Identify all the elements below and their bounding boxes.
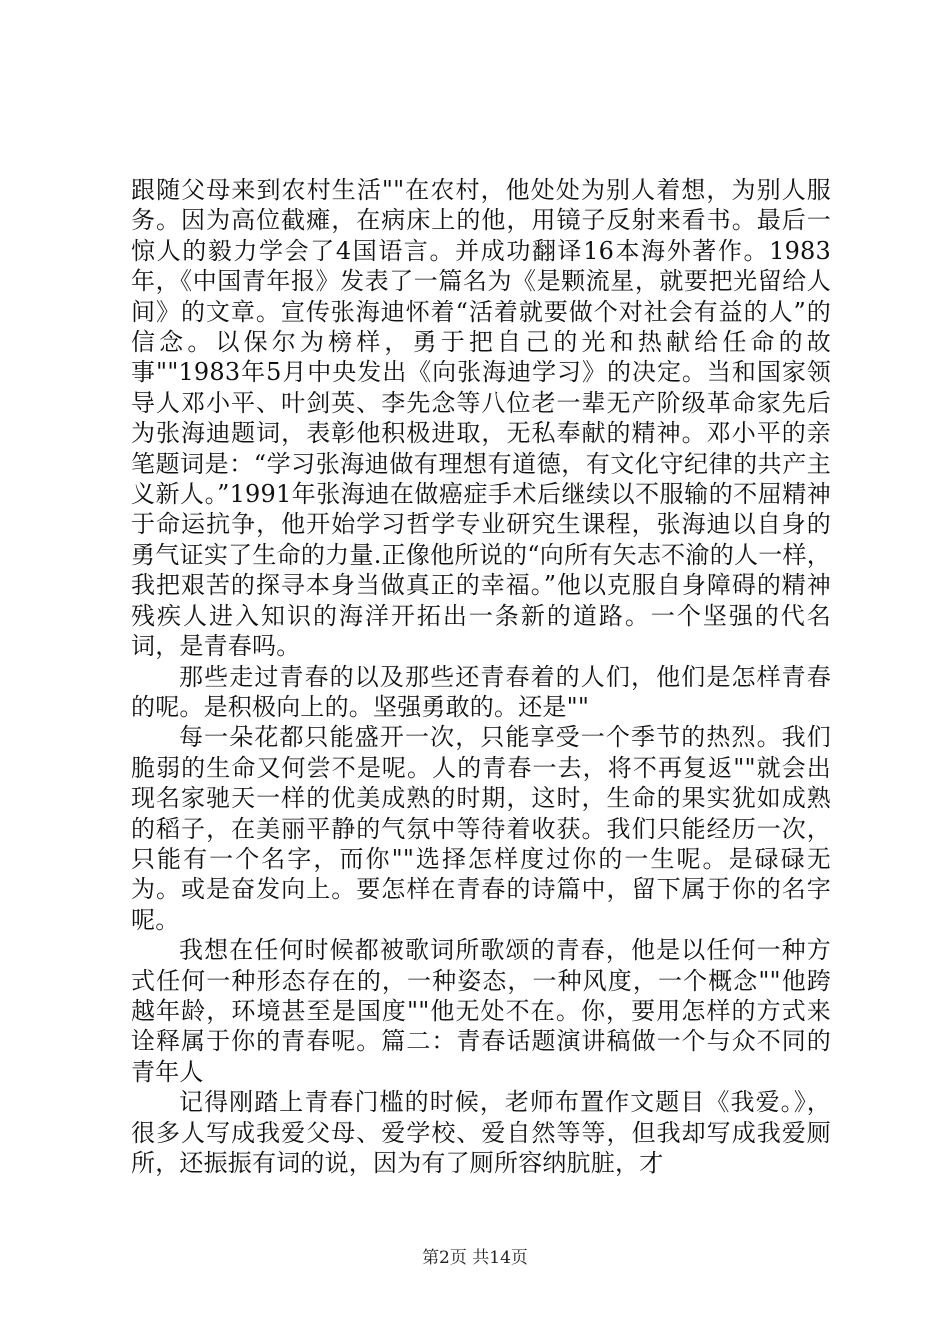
paragraph-1: 跟随父母来到农村生活""在农村，他处处为别人着想，为别人服务。因为高位截瘫，在病床上的他，用镜子反射来看书。最后一惊人的毅力学会了4国语言。并成功翻译16本海外著作。1983年，《中国青年报》发表了一篇名为《是颗流星，就要把光留给人间》的文章。宣传张海迪怀着“活着就要做个对社会有益的人”的信念。以保尔为榜样，勇于把自己的光和热献给任命的故事""1983年5月中央发出《向张海迪学习》的决定。当和国家领导人邓小平、叶剑英、李先念等八位老一辈无产阶级革命家先后为张海迪题词，表彰他积极进取，无私奉献的精神。邓小平的亲笔题词是：“学习张海迪做有理想有道德，有文化守纪律的共产主义新人。”1991年张海迪在做癌症手术后继续以不服输的不屈精神于命运抗争，他开始学习哲学专业研究生课程，张海迪以自身的勇气证实了生命的力量.正像他所说的“向所有矢志不渝的人一样，我把艰苦的探寻本身当做真正的幸福。”他以克服自身障碍的精神残疾人进入知识的海洋开拓出一条新的道路。一个坚强的代名词，是青春吗。 — [131, 176, 831, 661]
paragraph-2: 那些走过青春的以及那些还青春着的人们，他们是怎样青春的呢。是积极向上的。坚强勇敢的。还是"" — [131, 662, 831, 721]
paragraph-4: 我想在任何时候都被歌词所歌颂的青春，他是以任何一种方式任何一种形态存在的，一种姿态，一种风度，一个概念""他跨越年龄，环境甚至是国度""他无处不在。你，要用怎样的方式来诠释属于你的青春呢。篇二：青春话题演讲稿做一个与众不同的青年人 — [131, 936, 831, 1086]
paragraph-5: 记得刚踏上青春门槛的时候，老师布置作文题目《我爱。》，很多人写成我爱父母、爱学校、爱自然等等，但我却写成我爱厕所，还振振有词的说，因为有了厕所容纳肮脏，才 — [131, 1088, 831, 1177]
paragraph-3: 每一朵花都只能盛开一次，只能享受一个季节的热烈。我们脆弱的生命又何尝不是呢。人的青春一去，将不再复返""就会出现名家驰天一样的优美成熟的时期，这时，生命的果实犹如成熟的稻子，在美丽平静的气氛中等待着收获。我们只能经历一次，只能有一个名字，而你""选择怎样度过你的一生呢。是碌碌无为。或是奋发向上。要怎样在青春的诗篇中，留下属于你的名字呢。 — [131, 723, 831, 934]
body-text — [131, 175, 831, 1178]
page-number-footer: 第2页 共14页 — [422, 1248, 528, 1268]
